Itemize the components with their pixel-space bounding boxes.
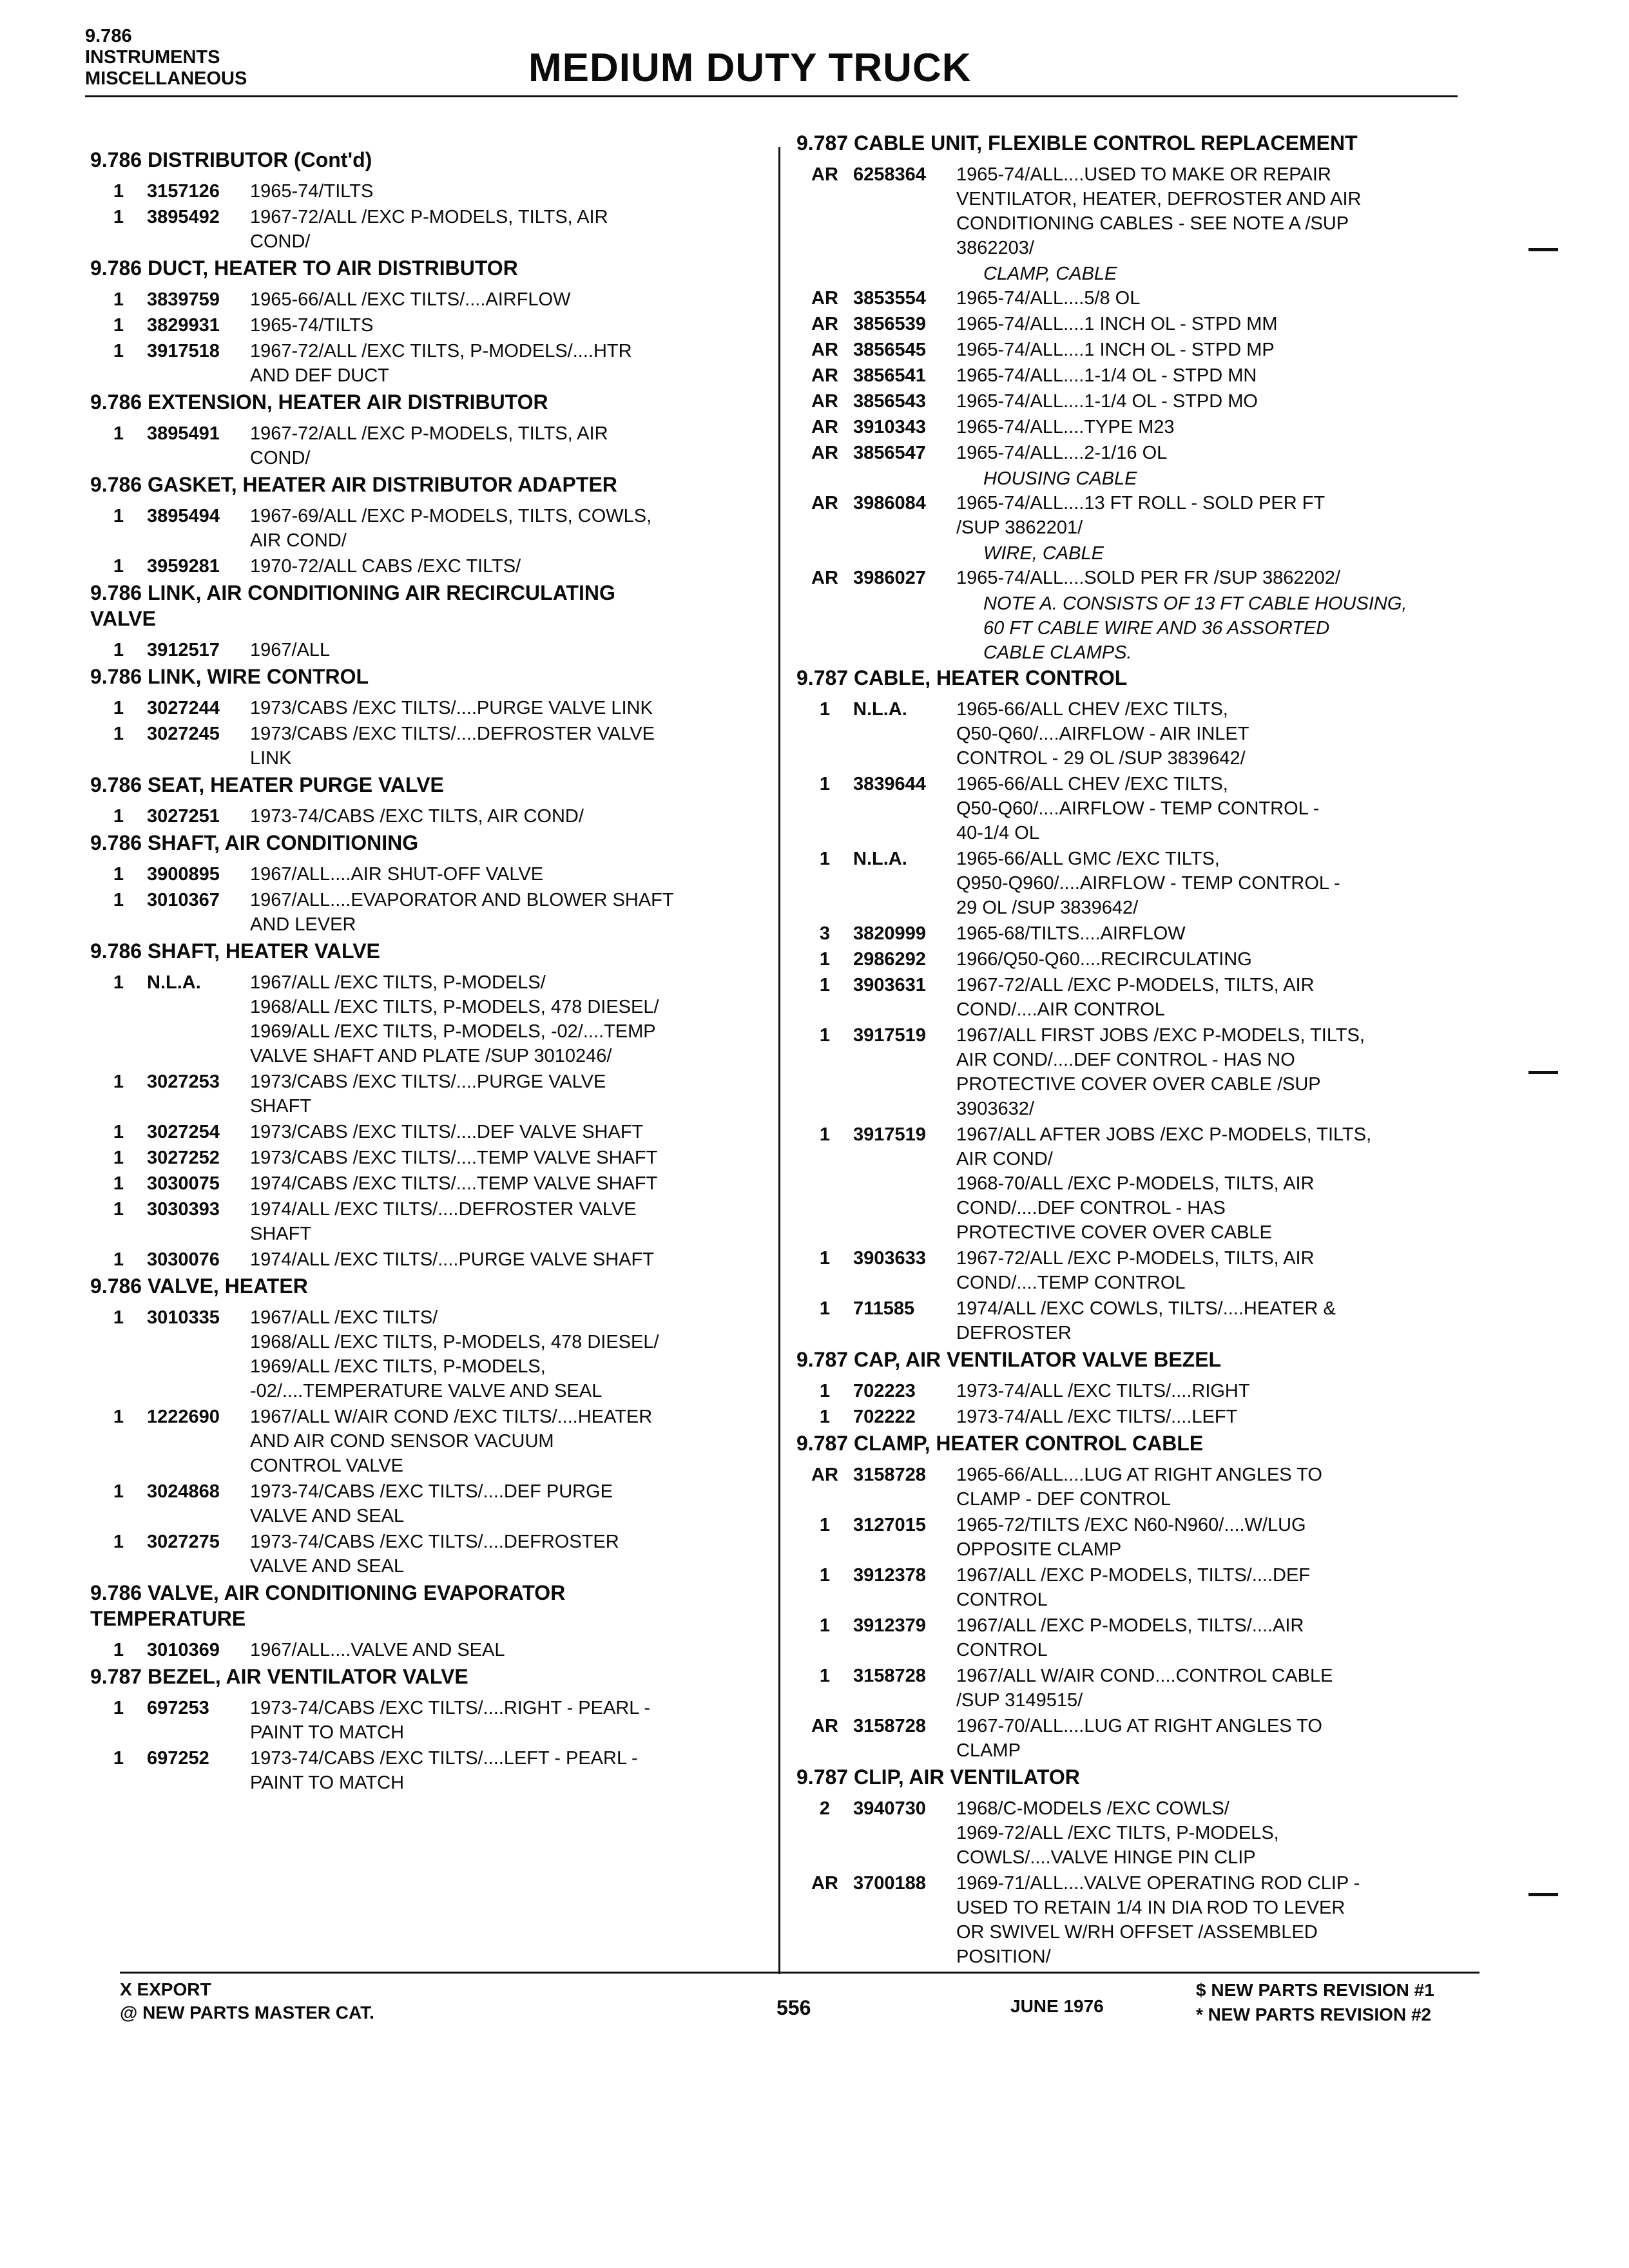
part-entry — [90, 696, 786, 720]
quantity: 1 — [113, 506, 124, 526]
part-number: 3917519 — [853, 1124, 926, 1145]
part-entry — [90, 862, 786, 887]
revision-2: * NEW PARTS REVISION #2 — [1196, 2004, 1432, 2024]
part-entry — [796, 1463, 1480, 1512]
part-entry — [90, 287, 786, 312]
revision-legend — [1196, 1978, 1434, 2027]
part-entry — [90, 504, 786, 553]
catalog-section — [90, 664, 786, 771]
part-number: N.L.A. — [853, 849, 907, 869]
description: 1973-74/CABS /EXC TILTS/....DEF PURGE VALVE AND SEAL — [250, 1481, 613, 1526]
section-title: 9.787 CABLE, HEATER CONTROL — [796, 666, 1128, 689]
part-number: 3820999 — [853, 923, 926, 944]
catalog-section — [796, 1347, 1480, 1429]
part-number: 702223 — [853, 1381, 916, 1401]
quantity: AR — [811, 314, 838, 334]
quantity: 1 — [113, 289, 124, 310]
description: 1973/CABS /EXC TILTS/....PURGE VALVE LINK — [250, 698, 653, 718]
margin-mark — [1528, 1893, 1558, 1896]
description: 1967/ALL W/AIR COND....CONTROL CABLE /SUP 3149515/ — [956, 1666, 1333, 1711]
quantity: 1 — [819, 1666, 831, 1686]
description: 1967-72/ALL /EXC P-MODELS, TILTS, AIR COND/ — [250, 423, 608, 468]
description: 1967/ALL FIRST JOBS /EXC P-MODELS, TILTS, AIR COND/....DEF CONTROL - HAS NO PROTECTIVE COVER OVER CABLE /SUP 3903632/ — [956, 1025, 1365, 1119]
publication-date: JUNE 1976 — [1010, 1996, 1104, 2016]
description: 1966/Q50-Q60....RECIRCULATING — [956, 949, 1252, 970]
catalog-section — [90, 1580, 786, 1662]
part-entry — [796, 415, 1480, 439]
section-title: 9.786 SHAFT, AIR CONDITIONING — [90, 831, 419, 854]
quantity: 1 — [113, 698, 124, 718]
quantity: 1 — [819, 1407, 831, 1427]
section-title: 9.787 CABLE UNIT, FLEXIBLE CONTROL REPLACEMENT — [796, 131, 1358, 155]
part-entry — [796, 1023, 1480, 1121]
part-entry — [90, 1197, 786, 1246]
part-number: 3856543 — [853, 391, 926, 412]
page-footer — [0, 1978, 1629, 2055]
part-number: 3856539 — [853, 314, 926, 334]
quantity: 1 — [113, 1199, 124, 1220]
description: 1974/ALL /EXC TILTS/....DEFROSTER VALVE SHAFT — [250, 1199, 637, 1244]
description: 1967/ALL....AIR SHUT-OFF VALVE — [250, 864, 544, 885]
catalog-section — [796, 665, 1480, 1345]
part-number: 3986084 — [853, 493, 926, 514]
part-entry — [90, 339, 786, 388]
part-number: 3030076 — [147, 1249, 220, 1270]
quantity: 1 — [819, 774, 831, 794]
part-number: 3027275 — [147, 1532, 220, 1552]
part-entry — [796, 1513, 1480, 1562]
part-number: 3027251 — [147, 806, 220, 827]
quantity: AR — [811, 1873, 838, 1894]
description: 1973/CABS /EXC TILTS/....DEFROSTER VALVE LINK — [250, 724, 655, 769]
quantity: 1 — [113, 864, 124, 885]
part-entry — [90, 1530, 786, 1579]
description: 1967/ALL /EXC TILTS, P-MODELS/ 1968/ALL /EXC TILTS, P-MODELS, 478 DIESEL/ 1969/ALL /EXC TILTS, P-MODELS, -02/....TEMP VALVE SHAFT AND PLATE /SUP 3010246/ — [250, 972, 659, 1066]
description: 1967-72/ALL /EXC P-MODELS, TILTS, AIR COND/ — [250, 207, 608, 252]
part-entry — [796, 1122, 1480, 1245]
part-entry — [90, 554, 786, 579]
sub-heading-note: NOTE A. CONSISTS OF 13 FT CABLE HOUSING, 60 FT CABLE WIRE AND 36 ASSORTED CABLE CLAMPS. — [983, 593, 1407, 663]
sub-heading-note: HOUSING CABLE — [983, 468, 1137, 489]
part-number: 3027245 — [147, 724, 220, 744]
description: 1968/C-MODELS /EXC COWLS/ 1969-72/ALL /EXC TILTS, P-MODELS, COWLS/....VALVE HINGE PIN CLIP — [956, 1798, 1279, 1868]
part-number: 3940730 — [853, 1798, 926, 1819]
quantity: AR — [811, 340, 838, 360]
part-number: 2986292 — [853, 949, 926, 970]
part-entry — [796, 1296, 1480, 1345]
catalog-section — [90, 580, 786, 662]
description: 1965-66/ALL....LUG AT RIGHT ANGLES TO CLAMP - DEF CONTROL — [956, 1465, 1322, 1510]
part-entry — [796, 921, 1480, 946]
part-entry — [90, 421, 786, 470]
part-number: 3127015 — [853, 1515, 926, 1535]
margin-mark — [1528, 248, 1558, 251]
quantity: AR — [811, 493, 838, 514]
part-entry — [796, 162, 1480, 260]
part-entry — [796, 1405, 1480, 1429]
part-entry — [796, 947, 1480, 972]
quantity: AR — [811, 288, 838, 309]
part-number: 702222 — [853, 1407, 916, 1427]
catalog-section — [90, 255, 786, 388]
section-title: 9.786 SEAT, HEATER PURGE VALVE — [90, 773, 444, 796]
section-title: 9.787 CLAMP, HEATER CONTROL CABLE — [796, 1432, 1204, 1455]
description: 1965-74/ALL....13 FT ROLL - SOLD PER FT /SUP 3862201/ — [956, 493, 1325, 538]
description: 1965-74/TILTS — [250, 181, 374, 202]
quantity: 1 — [113, 640, 124, 660]
part-number: 3959281 — [147, 556, 220, 577]
part-entry — [90, 179, 786, 204]
section-title: 9.786 DISTRIBUTOR (Cont'd) — [90, 148, 372, 171]
catalog-section — [90, 938, 786, 1272]
quantity: 1 — [113, 1640, 124, 1660]
part-number: 3157126 — [147, 181, 220, 202]
part-entry — [90, 1479, 786, 1528]
description: 1965-66/ALL /EXC TILTS/....AIRFLOW — [250, 289, 571, 310]
description: 1967-72/ALL /EXC TILTS, P-MODELS/....HTR AND DEF DUCT — [250, 341, 632, 386]
description: 1965-74/ALL....2-1/16 OL — [956, 443, 1168, 463]
part-number: 3912379 — [853, 1615, 926, 1636]
part-entry — [90, 1696, 786, 1745]
part-number: 3158728 — [853, 1716, 926, 1736]
part-entry — [796, 1379, 1480, 1403]
quantity: AR — [811, 1716, 838, 1736]
part-entry — [796, 491, 1480, 540]
part-entry — [90, 1146, 786, 1170]
description: 1965-74/ALL....1 INCH OL - STPD MM — [956, 314, 1278, 334]
description: 1965-66/ALL GMC /EXC TILTS, Q950-Q960/....AIRFLOW - TEMP CONTROL - 29 OL /SUP 3839642/ — [956, 849, 1340, 918]
description: 1967/ALL....EVAPORATOR AND BLOWER SHAFT AND LEVER — [250, 890, 674, 935]
part-number: 3027254 — [147, 1122, 220, 1142]
quantity: 1 — [819, 1515, 831, 1535]
part-number: 3903633 — [853, 1248, 926, 1269]
description: 1973/CABS /EXC TILTS/....TEMP VALVE SHAFT — [250, 1148, 658, 1168]
quantity: 1 — [819, 849, 831, 869]
catalog-section — [796, 1764, 1480, 1969]
quantity: 2 — [819, 1798, 831, 1819]
part-entry — [796, 338, 1480, 362]
quantity: 1 — [113, 207, 124, 227]
quantity: 1 — [819, 975, 831, 995]
description: 1970-72/ALL CABS /EXC TILTS/ — [250, 556, 521, 577]
quantity: 1 — [819, 1248, 831, 1269]
part-entry — [796, 1796, 1480, 1870]
part-number: 3158728 — [853, 1465, 926, 1485]
quantity: AR — [811, 1465, 838, 1485]
section-title: 9.787 BEZEL, AIR VENTILATOR VALVE — [90, 1665, 468, 1688]
part-entry — [796, 1871, 1480, 1969]
right-column — [796, 130, 1480, 1970]
quantity: AR — [811, 417, 838, 437]
part-number: N.L.A. — [853, 699, 907, 720]
part-number: 3912378 — [853, 1565, 926, 1586]
part-number: 3010335 — [147, 1307, 220, 1328]
part-number: 6258364 — [853, 164, 926, 185]
description: 1974/ALL /EXC TILTS/....PURGE VALVE SHAFT — [250, 1249, 654, 1270]
header-category — [85, 26, 247, 90]
description: 1974/CABS /EXC TILTS/....TEMP VALVE SHAFT — [250, 1173, 658, 1194]
part-number: 3900895 — [147, 864, 220, 885]
quantity: 1 — [113, 1307, 124, 1328]
quantity: 1 — [819, 1565, 831, 1586]
part-entry — [796, 389, 1480, 414]
legend-master: @ NEW PARTS MASTER CAT. — [120, 2003, 374, 2023]
section-title: 9.786 GASKET, HEATER AIR DISTRIBUTOR ADAPTER — [90, 473, 617, 496]
description: 1967/ALL /EXC P-MODELS, TILTS/....DEF CONTROL — [956, 1565, 1311, 1610]
part-entry — [796, 312, 1480, 336]
description: 1973/CABS /EXC TILTS/....DEF VALVE SHAFT — [250, 1122, 644, 1142]
part-number: 3839644 — [853, 774, 926, 794]
description: 1973/CABS /EXC TILTS/....PURGE VALVE SHAFT — [250, 1072, 606, 1117]
quantity: 1 — [113, 1481, 124, 1502]
part-number: 3027253 — [147, 1072, 220, 1092]
quantity: 1 — [113, 724, 124, 744]
part-number: 3700188 — [853, 1873, 926, 1894]
part-entry — [796, 363, 1480, 388]
quantity: 1 — [819, 1381, 831, 1401]
description: 1967-72/ALL /EXC P-MODELS, TILTS, AIR COND/....TEMP CONTROL — [956, 1248, 1315, 1293]
part-number: 3024868 — [147, 1481, 220, 1502]
section-title: 9.786 SHAFT, HEATER VALVE — [90, 939, 380, 963]
footer-divider — [120, 1972, 1480, 1974]
left-column — [90, 147, 786, 1796]
description: 1967/ALL /EXC P-MODELS, TILTS/....AIR CONTROL — [956, 1615, 1304, 1660]
section-title: 9.786 LINK, WIRE CONTROL — [90, 665, 369, 688]
catalog-section — [796, 130, 1480, 665]
part-number: 3010367 — [147, 890, 220, 910]
catalog-section — [90, 1664, 786, 1795]
description: 1973-74/ALL /EXC TILTS/....LEFT — [956, 1407, 1238, 1427]
part-number: 3986027 — [853, 568, 926, 588]
quantity: 1 — [819, 1025, 831, 1046]
quantity: 1 — [819, 699, 831, 720]
sub-heading-note: WIRE, CABLE — [983, 543, 1104, 564]
catalog-section — [90, 1273, 786, 1579]
description: 1967-72/ALL /EXC P-MODELS, TILTS, AIR COND/....AIR CONTROL — [956, 975, 1315, 1020]
part-entry — [90, 1638, 786, 1662]
part-number: 3856547 — [853, 443, 926, 463]
part-number: 3158728 — [853, 1666, 926, 1686]
section-title: 9.786 VALVE, AIR CONDITIONING EVAPORATOR TEMPERATURE — [90, 1581, 566, 1630]
part-entry — [796, 697, 1480, 771]
part-entry — [796, 286, 1480, 311]
catalog-section — [90, 147, 786, 254]
catalog-section — [90, 830, 786, 937]
catalog-section — [90, 472, 786, 579]
quantity: AR — [811, 365, 838, 386]
quantity: AR — [811, 391, 838, 412]
footer-legend — [120, 1978, 374, 2024]
part-entry — [796, 1246, 1480, 1295]
description: 1965-68/TILTS....AIRFLOW — [956, 923, 1186, 944]
part-number: 3895491 — [147, 423, 220, 444]
catalog-section — [90, 389, 786, 470]
quantity: 1 — [113, 556, 124, 577]
quantity: 1 — [113, 1407, 124, 1427]
quantity: 1 — [113, 1148, 124, 1168]
description: 1967-70/ALL....LUG AT RIGHT ANGLES TO CLAMP — [956, 1716, 1322, 1761]
description: 1965-74/TILTS — [250, 315, 374, 336]
quantity: AR — [811, 568, 838, 588]
part-entry — [90, 722, 786, 771]
section-title: 9.786 DUCT, HEATER TO AIR DISTRIBUTOR — [90, 256, 518, 280]
header-section-number: 9.786 — [85, 26, 132, 46]
quantity: 1 — [113, 315, 124, 336]
part-entry — [90, 1746, 786, 1795]
section-title: 9.787 CLIP, AIR VENTILATOR — [796, 1765, 1080, 1789]
quantity: 1 — [113, 1698, 124, 1718]
description: 1965-74/ALL....TYPE M23 — [956, 417, 1175, 437]
header-category-line1: INSTRUMENTS — [85, 47, 220, 68]
sub-heading-note: CLAMP, CABLE — [983, 264, 1117, 284]
part-number: 3030075 — [147, 1173, 220, 1194]
revision-1: $ NEW PARTS REVISION #1 — [1196, 1980, 1434, 2000]
quantity: AR — [811, 443, 838, 463]
quantity: 1 — [113, 890, 124, 910]
part-number: N.L.A. — [147, 972, 201, 993]
description: 1973-74/CABS /EXC TILTS, AIR COND/ — [250, 806, 584, 827]
description: 1974/ALL /EXC COWLS, TILTS/....HEATER & DEFROSTER — [956, 1298, 1336, 1343]
part-entry — [796, 772, 1480, 845]
description: 1967/ALL AFTER JOBS /EXC P-MODELS, TILTS, AIR COND/ 1968-70/ALL /EXC P-MODELS, TILTS, AIR COND/....DEF CONTROL - HAS PROTECTIVE COVER OVER CABLE — [956, 1124, 1372, 1243]
part-entry — [90, 313, 786, 338]
part-number: 3856541 — [853, 365, 926, 386]
part-number: 3839759 — [147, 289, 220, 310]
page-title: MEDIUM DUTY TRUCK — [528, 46, 972, 90]
part-number: 697252 — [147, 1748, 209, 1769]
part-number: 697253 — [147, 1698, 209, 1718]
quantity: 1 — [113, 1173, 124, 1194]
part-entry — [90, 888, 786, 937]
description: 1965-66/ALL CHEV /EXC TILTS, Q50-Q60/....AIRFLOW - TEMP CONTROL - 40-1/4 OL — [956, 774, 1320, 843]
description: 1967-69/ALL /EXC P-MODELS, TILTS, COWLS, AIR COND/ — [250, 506, 652, 551]
quantity: 1 — [113, 1249, 124, 1270]
part-number: 3010369 — [147, 1640, 220, 1660]
description: 1965-74/ALL....SOLD PER FR /SUP 3862202/ — [956, 568, 1340, 588]
part-entry — [90, 1171, 786, 1196]
description: 1973-74/ALL /EXC TILTS/....RIGHT — [956, 1381, 1250, 1401]
part-entry — [796, 441, 1480, 465]
description: 1967/ALL W/AIR COND /EXC TILTS/....HEATER AND AIR COND SENSOR VACUUM CONTROL VALVE — [250, 1407, 653, 1476]
section-title: 9.786 LINK, AIR CONDITIONING AIR RECIRCULATING VALVE — [90, 581, 615, 630]
part-entry — [796, 1563, 1480, 1612]
description: 1967/ALL — [250, 640, 331, 660]
part-entry — [90, 1305, 786, 1403]
part-entry — [796, 1714, 1480, 1763]
quantity: 1 — [113, 1532, 124, 1552]
description: 1965-74/ALL....USED TO MAKE OR REPAIR VENTILATOR, HEATER, DEFROSTER AND AIR CONDITIONING CABLES - SEE NOTE A /SUP 3862203/ — [956, 164, 1362, 258]
quantity: 1 — [113, 1072, 124, 1092]
quantity: 1 — [113, 1122, 124, 1142]
quantity: 1 — [113, 1748, 124, 1769]
part-number: 3910343 — [853, 417, 926, 437]
page-header — [0, 0, 1629, 110]
part-number: 3856545 — [853, 340, 926, 360]
part-number: 3917518 — [147, 341, 220, 361]
quantity: 1 — [113, 181, 124, 202]
part-number: 3027252 — [147, 1148, 220, 1168]
description: 1973-74/CABS /EXC TILTS/....RIGHT - PEARL - PAINT TO MATCH — [250, 1698, 651, 1743]
quantity: 3 — [819, 923, 831, 944]
description: 1967/ALL....VALVE AND SEAL — [250, 1640, 505, 1660]
part-number: 3030393 — [147, 1199, 220, 1220]
quantity: 1 — [113, 423, 124, 444]
quantity: 1 — [819, 1124, 831, 1145]
margin-mark — [1528, 1071, 1558, 1074]
part-number: 3853554 — [853, 288, 926, 309]
header-divider — [85, 95, 1458, 97]
section-title: 9.786 EXTENSION, HEATER AIR DISTRIBUTOR — [90, 390, 548, 414]
section-title: 9.787 CAP, AIR VENTILATOR VALVE BEZEL — [796, 1348, 1222, 1371]
part-entry — [90, 804, 786, 829]
quantity: AR — [811, 164, 838, 185]
part-number: 3917519 — [853, 1025, 926, 1046]
description: 1973-74/CABS /EXC TILTS/....DEFROSTER VALVE AND SEAL — [250, 1532, 619, 1577]
legend-export: X EXPORT — [120, 1979, 211, 1999]
quantity: 1 — [819, 949, 831, 970]
part-entry — [796, 1664, 1480, 1713]
section-title: 9.786 VALVE, HEATER — [90, 1274, 308, 1298]
page-number: 556 — [776, 1996, 811, 2019]
description: 1969-71/ALL....VALVE OPERATING ROD CLIP - USED TO RETAIN 1/4 IN DIA ROD TO LEVER OR SWIVEL W/RH OFFSET /ASSEMBLED POSITION/ — [956, 1873, 1360, 1967]
part-entry — [90, 1120, 786, 1144]
part-entry — [90, 205, 786, 254]
description: 1973-74/CABS /EXC TILTS/....LEFT - PEARL - PAINT TO MATCH — [250, 1748, 638, 1793]
part-number: 3829931 — [147, 315, 220, 336]
quantity: 1 — [819, 1615, 831, 1636]
part-number: 3895494 — [147, 506, 220, 526]
part-entry — [90, 1247, 786, 1272]
quantity: 1 — [819, 1298, 831, 1319]
description: 1965-74/ALL....1 INCH OL - STPD MP — [956, 340, 1275, 360]
part-number: 711585 — [853, 1298, 915, 1319]
description: 1965-72/TILTS /EXC N60-N960/....W/LUG OPPOSITE CLAMP — [956, 1515, 1306, 1560]
part-entry — [90, 970, 786, 1068]
part-number: 3903631 — [853, 975, 926, 995]
part-number: 3027244 — [147, 698, 220, 718]
description: 1965-74/ALL....5/8 OL — [956, 288, 1141, 309]
part-number: 1222690 — [147, 1407, 220, 1427]
header-category-line2: MISCELLANEOUS — [85, 68, 247, 89]
description: 1965-74/ALL....1-1/4 OL - STPD MO — [956, 391, 1258, 412]
part-number: 3912517 — [147, 640, 220, 660]
description: 1965-66/ALL CHEV /EXC TILTS, Q50-Q60/....AIRFLOW - AIR INLET CONTROL - 29 OL /SUP 3839642/ — [956, 699, 1249, 769]
description: 1967/ALL /EXC TILTS/ 1968/ALL /EXC TILTS, P-MODELS, 478 DIESEL/ 1969/ALL /EXC TILTS, P-MODELS, -02/....TEMPERATURE VALVE AND SEAL — [250, 1307, 659, 1401]
description: 1965-74/ALL....1-1/4 OL - STPD MN — [956, 365, 1257, 386]
quantity: 1 — [113, 806, 124, 827]
part-entry — [90, 1405, 786, 1478]
quantity: 1 — [113, 972, 124, 993]
part-number: 3895492 — [147, 207, 220, 227]
catalog-section — [90, 772, 786, 829]
part-entry — [796, 1613, 1480, 1662]
part-entry — [90, 638, 786, 662]
part-entry — [796, 847, 1480, 920]
catalog-section — [796, 1430, 1480, 1763]
part-entry — [90, 1070, 786, 1119]
quantity: 1 — [113, 341, 124, 361]
part-entry — [796, 566, 1480, 590]
part-entry — [796, 973, 1480, 1022]
